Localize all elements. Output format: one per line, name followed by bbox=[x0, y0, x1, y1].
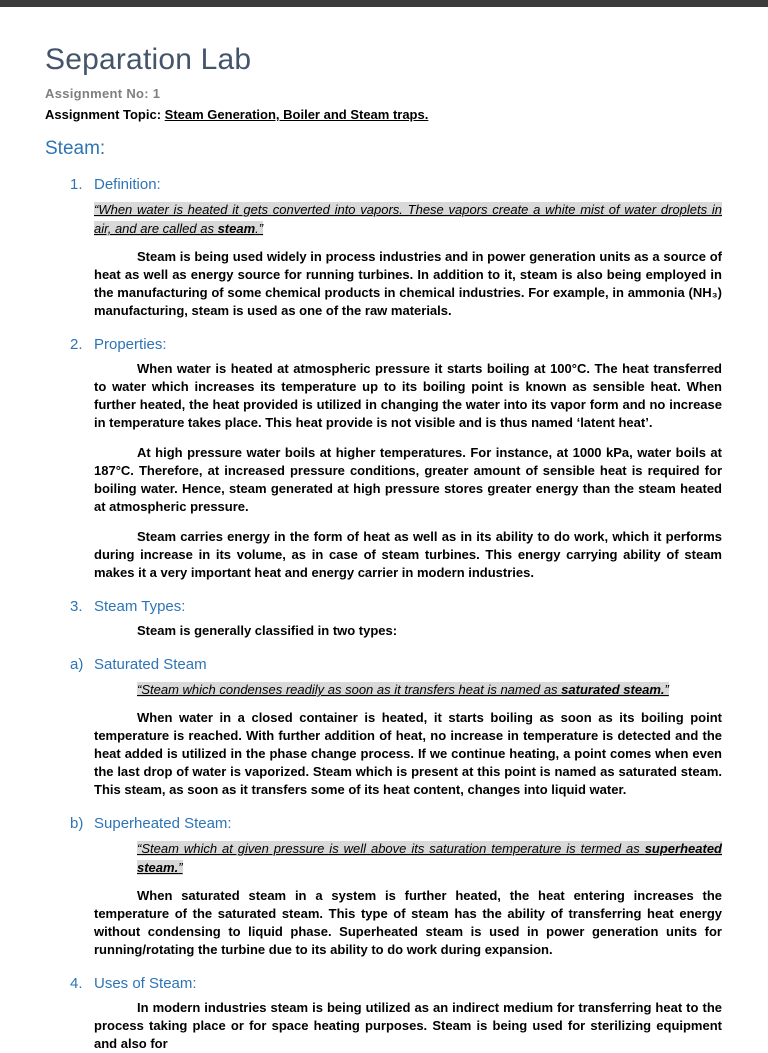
saturated-quote-text bbox=[137, 682, 669, 697]
assignment-topic-label: Assignment Topic: bbox=[45, 107, 165, 122]
heading-uses-label: Uses of Steam: bbox=[94, 975, 197, 992]
steam-types-intro: Steam is generally classified in two types: bbox=[137, 623, 398, 638]
superheated-paragraph: When saturated steam in a system is further heated, the heat entering increases the temperature of the saturated steam. This type of steam has the ability of transferring heat energy without condensing to liquid phase. Superheated steam is used in power generation units for running/rotating the turbine due to its ability to do work during expansion. bbox=[94, 888, 722, 957]
heading-superheated-number: b) bbox=[70, 815, 84, 832]
heading-steam-types bbox=[70, 598, 722, 615]
assignment-topic bbox=[45, 107, 722, 122]
definition-quote-bold: steam bbox=[217, 221, 256, 236]
definition-quote bbox=[94, 200, 722, 238]
properties-paragraph-2: At high pressure water boils at higher temperatures. For instance, at 1000 kPa, water boils at 187°C. Therefore, at increased pressure conditions, greater amount of sensible heat is required for boiling water. Hence, steam generated at high pressure stores greater energy than the steam heated at atmospheric pressure. bbox=[94, 445, 722, 514]
doc-title: Separation Lab bbox=[45, 43, 252, 76]
heading-steam-types-label: Steam Types: bbox=[94, 598, 186, 615]
definition-quote-main: “When water is heated it gets converted into vapors. These vapors create a white mist of water droplets in air, and are called as bbox=[94, 202, 722, 236]
heading-steam: Steam: bbox=[45, 138, 106, 159]
heading-superheated-label: Superheated Steam: bbox=[94, 815, 232, 832]
definition-quote-close: .” bbox=[255, 221, 264, 236]
heading-saturated-label: Saturated Steam bbox=[94, 656, 207, 673]
heading-uses-of-steam bbox=[70, 975, 722, 992]
heading-properties bbox=[70, 336, 722, 353]
superheated-quote-text bbox=[137, 841, 722, 875]
saturated-quote-bold: saturated steam. bbox=[561, 682, 665, 697]
saturated-quote-close: ” bbox=[664, 682, 669, 697]
superheated-quote-main: “Steam which at given pressure is well above its saturation temperature is termed as bbox=[137, 841, 645, 856]
saturated-quote bbox=[137, 680, 722, 699]
saturated-quote-main: “Steam which condenses readily as soon as it transfers heat is named as bbox=[137, 682, 562, 697]
superheated-quote-bold: superheated steam. bbox=[137, 841, 722, 875]
heading-saturated-number: a) bbox=[70, 656, 84, 673]
heading-superheated-steam bbox=[70, 815, 722, 832]
properties-paragraph-3: Steam carries energy in the form of heat as well as in its ability to do work, which it performs during increase in its volume, as in case of steam turbines. This energy carrying ability of steam makes it a very important heat and energy carrier in modern industries. bbox=[94, 529, 722, 580]
definition-quote-text bbox=[94, 202, 722, 236]
assignment-topic-value: Steam Generation, Boiler and Steam traps. bbox=[164, 107, 429, 122]
heading-saturated-steam bbox=[70, 656, 722, 673]
definition-paragraph: Steam is being used widely in process industries and in power generation units as a source of heat as well as energy source for running turbines. In addition to it, steam is also being employed in the manufacturing of some chemical products in chemical industries. For example, in ammonia (NH₃) manufacturing, steam is used as one of the raw materials. bbox=[94, 249, 722, 318]
superheated-quote bbox=[137, 839, 722, 877]
heading-definition-label: Definition: bbox=[94, 176, 161, 193]
saturated-paragraph: When water in a closed container is heated, it starts boiling as soon as its boiling point temperature is reached. With further addition of heat, no increase in temperature is detected and the heat added is utilized in the phase change process. If we continue heating, a point comes when even the last drop of water is vaporized. Steam which is present at this point is named as saturated steam. This steam, as soon as it transfers some of its heat content, changes into liquid water. bbox=[94, 710, 722, 797]
document-content bbox=[0, 7, 768, 1053]
heading-definition-number: 1. bbox=[70, 176, 83, 193]
heading-properties-label: Properties: bbox=[94, 336, 167, 353]
superheated-quote-close: ” bbox=[178, 860, 183, 875]
uses-paragraph: In modern industries steam is being utilized as an indirect medium for transferring heat to the process taking place or for space heating purposes. Steam is being used for sterilizing equipment and also for bbox=[94, 1000, 722, 1051]
heading-properties-number: 2. bbox=[70, 336, 83, 353]
page-top-edge bbox=[0, 0, 768, 7]
properties-paragraph-1: When water is heated at atmospheric pressure it starts boiling at 100°C. The heat transferred to water which increases its temperature up to its boiling point is known as sensible heat. When further heated, the heat provided is utilized in changing the water into its vapor form and no increase in temperature takes place. This heat provide is not visible and is thus named ‘latent heat’. bbox=[94, 361, 722, 430]
heading-uses-number: 4. bbox=[70, 975, 83, 992]
heading-definition bbox=[70, 176, 722, 193]
heading-steam-types-number: 3. bbox=[70, 598, 83, 615]
assignment-no: Assignment No: 1 bbox=[45, 86, 161, 101]
